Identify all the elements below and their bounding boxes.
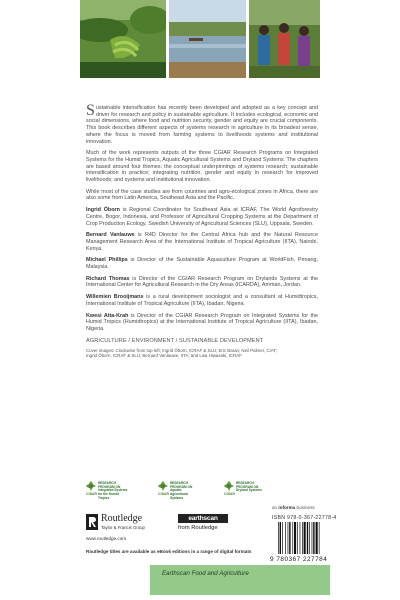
author-bio: Ingrid Öborn is Regional Coordinator for Southeast Asia at ICRAF, The World Agroforestry Centre, Bogor, Indonesia, and Professor of Agricultural Cropping Systems at the Department of Crop Production Ecology, Swedish University of Agricultural Sciences (SLU), Uppsala, Sweden. (86, 207, 318, 227)
series-title: Earthscan Food and Agriculture (162, 570, 249, 577)
author-bio: Kwesi Atta-Krah is Director of the CGIAR Research Program on Integrated Systems for the Humid Tropics (Humidtropics) at the International Institute of Tropical Agriculture (IITA), Ibadan, Nigeria. (86, 312, 319, 332)
routledge-mark-icon (86, 514, 98, 530)
ebook-note: Routledge titles are available as eBook editions in a range of digital formats (86, 549, 252, 554)
informa-business: an informa business (272, 505, 315, 510)
intro-paragraph-2: Much of the work represents outputs of the three CGIAR Research Programs on Integrated Systems for the Humid Tropics, Aquatic Agricultural Systems and Dryland Systems. The chapters are based around four themes: the conceptual underpinnings of systems research; sustainable intensification in practice; integrating nutrition, gender and equity in research for improved livelihoods; and systems and institutional innovation. (86, 150, 318, 184)
author-bio: Willemien Brooijmans is a rural development sociologist and a consultant at Humidtropics, International Institute of Tropical Agriculture (IITA), Ibadan, Nigeria. (86, 294, 319, 307)
author-bio: Richard Thomas is Director of the CGIAR Research Program on Drylands Systems at the International Center for Agricultural Research in the Dry Areas (ICARDA), Amman, Jordan. (86, 275, 318, 289)
cover-photo-river (169, 0, 246, 78)
barcode-number: 9 780367 227784 (270, 556, 328, 563)
isbn-label: ISBN 978-0-367-22778-4 (272, 515, 337, 521)
drop-cap: S (86, 102, 95, 119)
back-cover-text (86, 102, 319, 359)
publisher-url: www.routledge.com (86, 536, 127, 541)
cover-photo-bananas (80, 0, 166, 78)
program-logos: CGIAR RESEARCH PROGRAM ON Integrated Systems for the Humid Tropics CGIAR RESEARCH PROGRAM ON Aquatic Agricultural Systems CGIAR RESEARCH PROGRAM ON Dryland Systems (86, 481, 262, 500)
routledge-logo: Routledge Taylor & Francis Group www.routledge.com (86, 513, 145, 541)
series-banner (150, 565, 330, 595)
cgiar-leaf-icon (86, 481, 96, 491)
subject-categories: AGRICULTURE / ENVIRONMENT / SUSTAINABLE DEVELOPMENT (86, 337, 264, 344)
intro-paragraph-1: Sustainable intensification has recently been developed and adopted as a key concept and driver for research and policy in sustainable agriculture. It includes ecological, economic and social dimensions, where food and nutrition security, gender and equity are crucial components. This book describes different aspects of systems research in agriculture in its broadest sense, where the focus is moved from farming systems to livelihoods systems and institutional innovation. (86, 102, 318, 145)
intro-paragraph-3: While most of the case studies are from countries and agro-ecological zones in Africa, there are also some from Latin America, Southeast Asia and the Pacific. (86, 188, 318, 202)
cgiar-leaf-icon (224, 481, 234, 491)
cover-photo-people (249, 0, 320, 78)
cgiar-leaf-icon (158, 481, 168, 491)
author-bio: Bernard Vanlauwe is R4D Director for the Central Africa hub and the Natural Resource Management Research Area of the International Institute of Tropical Agriculture (IITA), Nairobi, Kenya. (86, 232, 318, 252)
cover-credits-line-1: Cover images: Clockwise from top left: Ingrid Öborn, ICRAF & SLU; Eric Baran; Neil Palmer, CIAT; (86, 347, 277, 353)
cover-photos (80, 0, 320, 80)
earthscan-logo: earthscan from Routledge (178, 514, 236, 538)
cover-credits-line-2: Ingrid Öborn, ICRAF & SLU; Bernard Vanlauwe, IITA; and Lisa Hiwasaki, ICRAF (86, 353, 242, 359)
barcode (278, 522, 328, 554)
author-bio: Michael Phillips is Director of the Sustainable Aquaculture Program at WorldFish, Penang, Malaysia. (86, 257, 318, 271)
